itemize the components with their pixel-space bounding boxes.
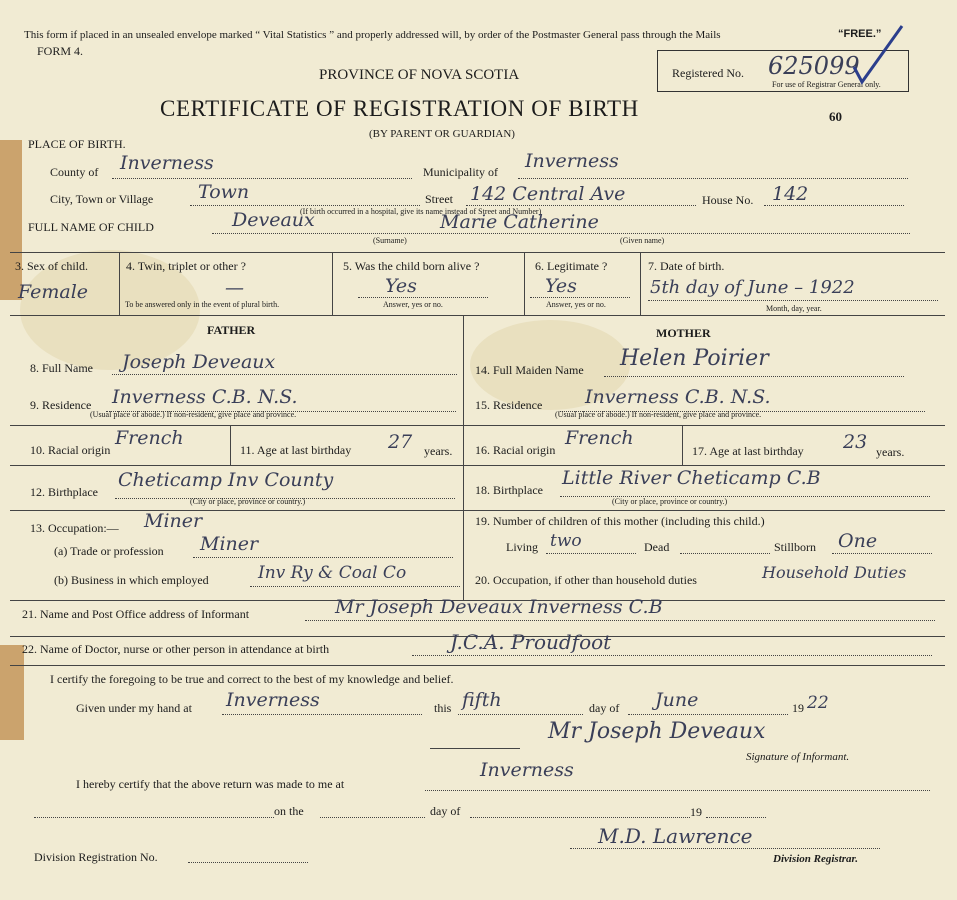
dob-line (648, 300, 938, 301)
twin-value: — (225, 277, 244, 299)
tape-strip (0, 140, 22, 300)
month-value: June (655, 689, 699, 711)
surname-caption: (Surname) (373, 236, 407, 245)
informant-label: 21. Name and Post Office address of Informant (22, 607, 250, 621)
father-residence: Inverness C.B. N.S. (112, 386, 298, 408)
informant-value: Mr Joseph Deveaux Inverness C.B (335, 596, 663, 618)
form-number: FORM 4. (37, 44, 84, 58)
dead-label: Dead (644, 540, 670, 554)
row-divider (10, 425, 463, 426)
on-the-label: on the (274, 804, 304, 818)
mother-birthplace-label: 18. Birthplace (475, 483, 543, 497)
father-business: Inv Ry & Coal Co (258, 563, 407, 583)
stillborn-label: Stillborn (774, 540, 817, 554)
check-mark-icon (850, 22, 910, 92)
column-divider (682, 425, 683, 465)
mother-race: French (565, 427, 634, 449)
this-label: this (434, 701, 452, 715)
child-name-label: FULL NAME OF CHILD (28, 220, 154, 234)
twin-label: 4. Twin, triplet or other ? (126, 259, 246, 273)
mail-notice: This form if placed in an unsealed envelope marked “ Vital Statistics ” and properly addressed will, by order of the Postmaster General pass through the Mails (24, 29, 721, 41)
row-divider (10, 510, 463, 511)
stillborn-value: One (838, 530, 878, 552)
hereby-text: I hereby certify that the above return was made to me at (76, 777, 345, 791)
house-line (764, 205, 904, 206)
doctor-line (412, 655, 932, 656)
father-race: French (115, 427, 184, 449)
father-race-label: 10. Racial origin (30, 443, 111, 457)
father-age: 27 (388, 431, 413, 453)
mother-age: 23 (843, 431, 868, 453)
dob-value: 5th day of June – 1922 (650, 277, 855, 298)
given-place: Inverness (226, 689, 320, 711)
mother-name-label: 14. Full Maiden Name (475, 363, 584, 377)
father-birthplace-label: 12. Birthplace (30, 485, 98, 499)
alive-line (358, 297, 488, 298)
sex-value: Female (18, 281, 89, 303)
registered-label: Registered No. (672, 66, 744, 80)
father-trade: Miner (200, 533, 259, 555)
street-line (466, 205, 696, 206)
father-occupation-label: 13. Occupation:— (30, 521, 119, 535)
given-line (222, 714, 422, 715)
living-label: Living (506, 540, 538, 554)
month2-line (470, 817, 690, 818)
dob-label: 7. Date of birth. (648, 259, 725, 273)
row-divider (463, 465, 945, 466)
doctor-label: 22. Name of Doctor, nurse or other person in attendance at birth (22, 642, 330, 656)
mother-residence: Inverness C.B. N.S. (585, 386, 771, 408)
father-residence-label: 9. Residence (30, 398, 92, 412)
on-the-line (34, 817, 274, 818)
year2-label: 19 (690, 805, 702, 819)
hospital-note: (If birth occurred in a hospital, give its name instead of Street and Number) (300, 207, 542, 216)
year-value: 22 (807, 693, 829, 713)
mother-name: Helen Poirier (620, 346, 769, 371)
municipality-line (518, 178, 908, 179)
column-divider (524, 252, 525, 315)
legit-value: Yes (545, 275, 577, 297)
registrar-line (570, 848, 880, 849)
row-divider (463, 425, 945, 426)
registrar-signature: M.D. Lawrence (598, 824, 753, 848)
row-divider (10, 315, 945, 316)
day-of-label: day of (589, 701, 620, 715)
mother-heading: MOTHER (656, 326, 711, 340)
given-label: Given under my hand at (76, 701, 192, 715)
father-heading: FATHER (207, 323, 256, 337)
division-label: Division Registration No. (34, 850, 158, 864)
certificate-subtitle: (BY PARENT OR GUARDIAN) (369, 128, 515, 140)
registrar-use-note: For use of Registrar General only. (772, 80, 881, 89)
hereby-line (425, 790, 930, 791)
county-line (112, 178, 412, 179)
county-label: County of (50, 165, 99, 179)
house-label: House No. (702, 193, 754, 207)
municipality-label: Municipality of (423, 165, 498, 179)
certificate-title: CERTIFICATE OF REGISTRATION OF BIRTH (160, 96, 639, 121)
mother-age-label: 17. Age at last birthday (692, 444, 804, 458)
day-of2-label: day of (430, 804, 461, 818)
street-label: Street (425, 192, 453, 206)
tape-strip (0, 645, 24, 740)
year2-line (706, 817, 766, 818)
house-value: 142 (772, 183, 809, 205)
free-text: “FREE.” (838, 28, 882, 40)
father-name: Joseph Deveaux (122, 351, 276, 373)
column-divider (332, 252, 333, 315)
father-years: years. (424, 444, 453, 458)
street-value: 142 Central Ave (470, 183, 626, 205)
division-line (188, 862, 308, 863)
dead-line (680, 553, 770, 554)
stamp-mark: 60 (829, 109, 842, 124)
city-label: City, Town or Village (50, 192, 154, 206)
child-given-name: Marie Catherine (440, 211, 599, 233)
mother-years: years. (876, 445, 905, 459)
dob-note: Month, day, year. (766, 304, 822, 313)
day2-line (320, 817, 425, 818)
day-value: fifth (462, 689, 502, 711)
father-trade-label: (a) Trade or profession (54, 544, 164, 558)
father-trade-line (193, 557, 453, 558)
father-business-label: (b) Business in which employed (54, 573, 209, 587)
mother-occupation: Household Duties (762, 563, 907, 582)
legit-note: Answer, yes or no. (546, 300, 606, 309)
column-divider (230, 425, 231, 465)
registrar-caption: Division Registrar. (773, 853, 858, 865)
informant-line (305, 620, 935, 621)
province-title: PROVINCE OF NOVA SCOTIA (319, 67, 520, 83)
registered-number: 625099 (768, 52, 860, 80)
father-occupation: Miner (144, 510, 203, 532)
father-birthplace: Cheticamp Inv County (118, 469, 334, 491)
father-age-label: 11. Age at last birthday (240, 443, 352, 457)
year-prefix: 19 (792, 701, 804, 715)
month-line (628, 714, 788, 715)
place-of-birth-label: PLACE OF BIRTH. (28, 137, 126, 151)
county-value: Inverness (120, 152, 214, 174)
mother-race-label: 16. Racial origin (475, 443, 556, 457)
sex-label: 3. Sex of child. (15, 259, 88, 273)
column-divider (119, 252, 120, 315)
twin-note: To be answered only in the event of plural birth. (125, 300, 280, 309)
day-line (458, 714, 583, 715)
given-caption: (Given name) (620, 236, 665, 245)
center-divider (463, 315, 464, 600)
father-name-label: 8. Full Name (30, 361, 93, 375)
father-business-line (250, 586, 460, 587)
informant-signature: Mr Joseph Deveaux (548, 719, 766, 744)
alive-note: Answer, yes or no. (383, 300, 443, 309)
row-divider (10, 465, 463, 466)
alive-label: 5. Was the child born alive ? (343, 259, 480, 273)
legit-line (530, 297, 630, 298)
alive-value: Yes (385, 275, 417, 297)
row-divider (463, 510, 945, 511)
municipality-value: Inverness (525, 150, 619, 172)
father-birthplace-note: (City or place, province or country.) (190, 497, 306, 506)
mother-birthplace-note: (City or place, province or country.) (612, 497, 728, 506)
mother-residence-label: 15. Residence (475, 398, 543, 412)
father-residence-note: (Usual place of abode.) If non-resident, give place and province. (90, 410, 297, 419)
living-value: two (550, 531, 582, 551)
short-rule (430, 748, 520, 749)
mother-residence-note: (Usual place of abode.) If non-resident, give place and province. (555, 410, 762, 419)
city-line (190, 205, 420, 206)
stillborn-line (832, 553, 932, 554)
column-divider (640, 252, 641, 315)
father-name-line (112, 374, 457, 375)
child-surname: Deveaux (232, 209, 315, 231)
living-line (546, 553, 636, 554)
row-divider (10, 665, 945, 666)
mother-name-line (604, 376, 904, 377)
child-name-line (212, 233, 910, 234)
children-label: 19. Number of children of this mother (including this child.) (475, 514, 765, 528)
signature-caption: Signature of Informant. (746, 751, 850, 763)
mother-occupation-label: 20. Occupation, if other than household duties (475, 573, 697, 587)
certify-text: I certify the foregoing to be true and correct to the best of my knowledge and belief. (50, 672, 454, 686)
mother-birthplace: Little River Cheticamp C.B (562, 467, 821, 489)
city-value: Town (198, 181, 250, 203)
hereby-place: Inverness (480, 759, 574, 781)
legit-label: 6. Legitimate ? (535, 259, 608, 273)
doctor-value: J.C.A. Proudfoot (450, 630, 612, 654)
row-divider (10, 252, 945, 253)
